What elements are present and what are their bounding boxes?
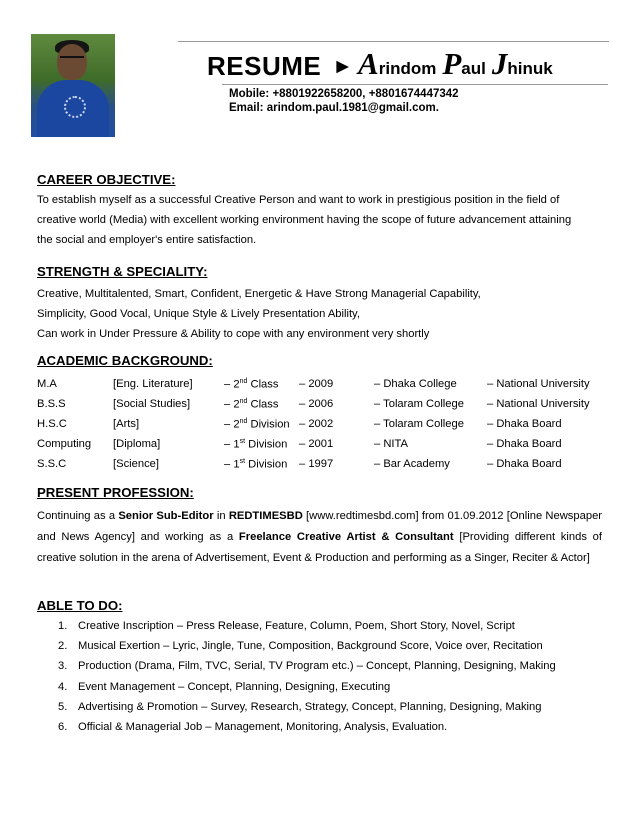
- degree: S.S.C: [37, 458, 67, 470]
- career-objective-text: To establish myself as a successful Creative Person and want to work in prestigious position in the field of creative world (Media) with excellent working environment having the scope of future advancement attaining the social and employer's entire satisfaction.: [37, 194, 572, 246]
- institution: – Bar Academy: [374, 458, 450, 470]
- strength-text: Creative, Multitalented, Smart, Confident, Energetic & Have Strong Managerial Capability, Simplicity, Good Vocal, Unique Style & Lively Presentation Ability, Can work in Under Pressure & Ability to cope with any environment very shortly: [37, 288, 481, 340]
- division: – 1st Division: [224, 438, 288, 451]
- institution: – Tolaram College: [374, 398, 464, 410]
- year: – 1997: [299, 458, 334, 470]
- header-top-rule: [178, 41, 609, 42]
- field: [Eng. Literature]: [113, 378, 193, 390]
- board: – Dhaka Board: [487, 438, 562, 450]
- able-to-do-heading: ABLE TO DO:: [37, 598, 123, 613]
- resume-word: RESUME: [207, 51, 322, 81]
- degree: Computing: [37, 438, 92, 450]
- division: – 2nd Division: [224, 418, 290, 431]
- board: – National University: [487, 378, 590, 390]
- board: – Dhaka Board: [487, 458, 562, 470]
- list-number: 3.: [58, 660, 68, 673]
- academic-row: [37, 398, 607, 416]
- field: [Science]: [113, 458, 160, 470]
- field: [Diploma]: [113, 438, 161, 450]
- profession-heading: PRESENT PROFESSION:: [37, 485, 194, 500]
- board: – National University: [487, 398, 590, 410]
- year: – 2001: [299, 438, 334, 450]
- name-middle: Paul: [442, 46, 486, 81]
- degree: H.S.C: [37, 418, 67, 430]
- list-number: 5.: [58, 700, 68, 713]
- list-text: Event Management – Concept, Planning, Designing, Executing: [78, 680, 391, 693]
- list-number: 2.: [58, 640, 68, 653]
- field: [Social Studies]: [113, 398, 191, 410]
- role-freelance: Freelance Creative Artist & Consultant: [238, 531, 454, 543]
- institution: – NITA: [374, 438, 408, 450]
- list-text: Advertising & Promotion – Survey, Research, Strategy, Concept, Planning, Designing, Making: [78, 700, 542, 713]
- degree: B.S.S: [37, 398, 66, 410]
- career-objective-heading: CAREER OBJECTIVE:: [37, 172, 176, 187]
- year: – 2006: [299, 398, 334, 410]
- list-number: 4.: [58, 680, 68, 693]
- list-text: Creative Inscription – Press Release, Feature, Column, Poem, Short Story, Novel, Script: [78, 620, 515, 632]
- board: – Dhaka Board: [487, 418, 562, 430]
- email-address: Email: arindom.paul.1981@gmail.com.: [229, 102, 439, 114]
- degree: M.A: [37, 378, 57, 390]
- academic-heading: ACADEMIC BACKGROUND:: [37, 353, 213, 368]
- name-last: Jhinuk: [491, 46, 553, 81]
- institution: – Tolaram College: [374, 418, 464, 430]
- division: – 2nd Class: [224, 378, 279, 391]
- mobile-numbers: Mobile: +8801922658200, +8801674447342: [229, 88, 459, 100]
- institution: – Dhaka College: [374, 378, 457, 390]
- academic-row: [37, 438, 607, 456]
- year: – 2009: [299, 378, 334, 390]
- academic-row: [37, 458, 607, 476]
- list-number: 1.: [58, 620, 68, 632]
- list-number: 6.: [58, 721, 68, 733]
- profession-text: Continuing as a Senior Sub-Editor in REDTIMESBD [www.redtimesbd.com] from 01.09.2012 [Online Newspaper and News Agency] and working as a Freelance Creative Artist & Consultant [Providing different kinds of creative solution in the arena of Advertisement, Event & Production and performing as a Singer, Reciter & Actor]: [37, 510, 603, 564]
- field: [Arts]: [113, 418, 140, 430]
- strength-heading: STRENGTH & SPECIALITY:: [37, 264, 208, 279]
- academic-row: [37, 418, 607, 436]
- list-text: Production (Drama, Film, TVC, Serial, TV Program etc.) – Concept, Planning, Designing, Making: [78, 660, 556, 673]
- academic-row: [37, 378, 607, 396]
- year: – 2002: [299, 418, 334, 430]
- header-bottom-rule: [222, 84, 608, 85]
- profile-photo: [31, 34, 115, 137]
- list-text: Official & Managerial Job – Management, Monitoring, Analysis, Evaluation.: [78, 721, 448, 733]
- list-text: Musical Exertion – Lyric, Jingle, Tune, Composition, Background Score, Voice over, Recitation: [78, 640, 543, 653]
- arrow-icon: ►: [332, 55, 354, 78]
- division: – 1st Division: [224, 458, 288, 471]
- name-first: Arindom: [358, 46, 437, 81]
- resume-title: [207, 48, 559, 82]
- division: – 2nd Class: [224, 398, 279, 411]
- role-senior-sub-editor: Senior Sub-Editor: [118, 510, 214, 522]
- org-name: REDTIMESBD: [228, 510, 303, 522]
